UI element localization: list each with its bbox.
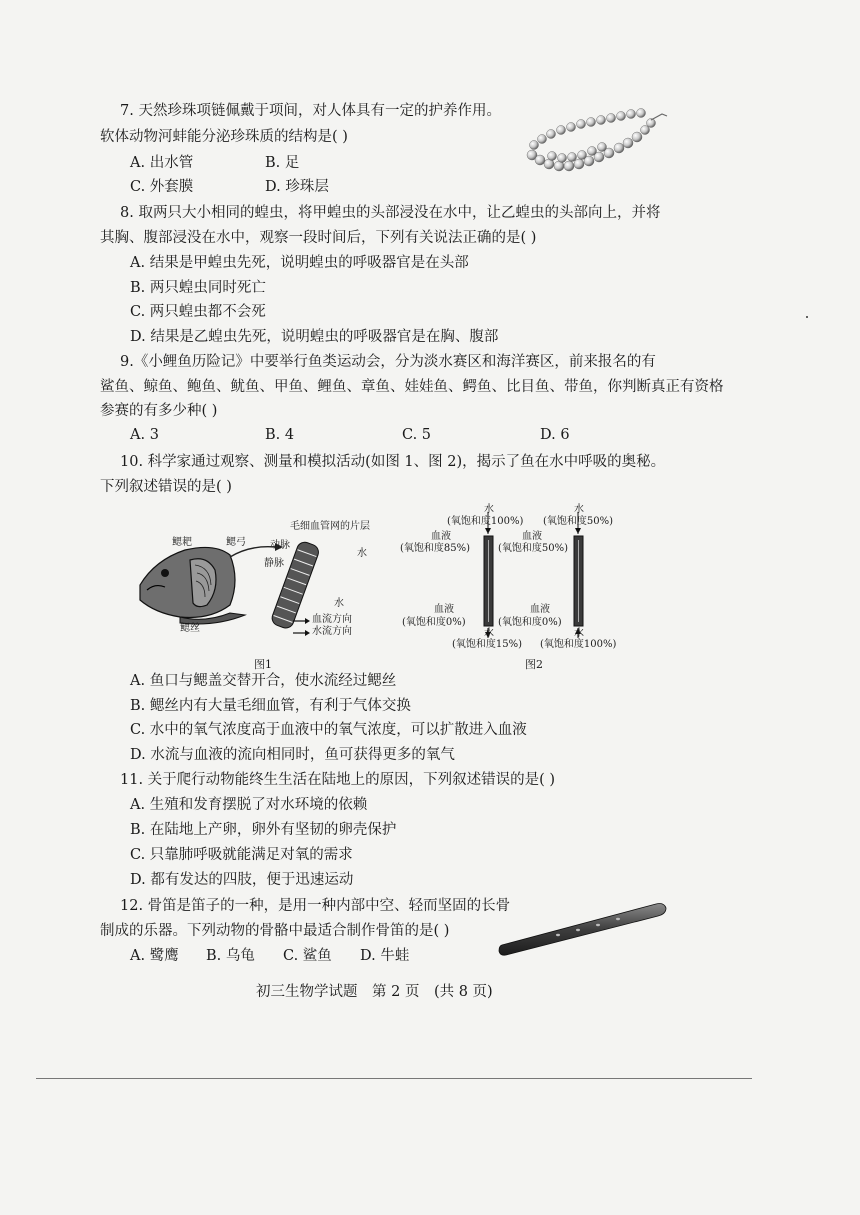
q9-option-a: A. 3 bbox=[130, 427, 159, 443]
fig2-left-blood-bottom: 血液 bbox=[434, 604, 454, 615]
fig2-left-o2-top: (氧饱和度100%) bbox=[447, 516, 524, 527]
scan-speck bbox=[806, 316, 808, 318]
fig1-legend-blood: 血流方向 bbox=[312, 614, 352, 625]
q12-option-d: D. 牛蛙 bbox=[360, 948, 410, 964]
q12-option-b: B. 乌龟 bbox=[206, 948, 255, 964]
q10-option-a: A. 鱼口与鳃盖交替开合，使水流经过鳃丝 bbox=[130, 673, 397, 689]
fig2-right-blood-bottom: 血液 bbox=[530, 604, 550, 615]
fig1-water-bottom-label: 水 bbox=[334, 598, 344, 609]
fig1-gill-arch-label: 鳃弓 bbox=[226, 537, 246, 548]
q11-option-c: C. 只靠肺呼吸就能满足对氧的需求 bbox=[130, 847, 353, 863]
fig2-right-water-bottom: 水 bbox=[574, 628, 584, 639]
fig2-right-o2-blood-top: (氧饱和度50%) bbox=[498, 543, 569, 554]
figure-2-caption: 图2 bbox=[525, 658, 543, 671]
q9-option-b: B. 4 bbox=[265, 427, 295, 443]
fig2-left-o2-bottom: (氧饱和度15%) bbox=[452, 639, 523, 650]
q12-option-c: C. 鲨鱼 bbox=[283, 948, 332, 964]
q7-option-a: A. 出水管 bbox=[130, 155, 194, 171]
fig1-gill-filament-label: 鳃丝 bbox=[180, 623, 200, 634]
fig1-vein-label: 静脉 bbox=[264, 558, 284, 569]
q9-stem-line3: 参赛的有多少种( ) bbox=[100, 403, 218, 419]
fig1-artery-label: 动脉 bbox=[270, 540, 290, 551]
q9-option-d: D. 6 bbox=[540, 427, 570, 443]
q8-stem-line2: 其胸、腹部浸没在水中，观察一段时间后，下列有关说法正确的是( ) bbox=[100, 230, 537, 246]
q7-option-d: D. 珍珠层 bbox=[265, 179, 329, 195]
q11-stem-line1: 11. 关于爬行动物能终生生活在陆地上的原因，下列叙述错误的是( ) bbox=[120, 772, 556, 788]
fig2-left-o2-blood-top: (氧饱和度85%) bbox=[400, 543, 471, 554]
q7-stem-line2: 软体动物河蚌能分泌珍珠质的结构是( ) bbox=[100, 129, 348, 145]
q9-stem-line2: 鲨鱼、鲸鱼、鲍鱼、鱿鱼、甲鱼、鲤鱼、章鱼、娃娃鱼、鳄鱼、比目鱼、带鱼，你判断真正有资格 bbox=[100, 379, 724, 395]
fig2-right-o2-top: (氧饱和度50%) bbox=[543, 516, 614, 527]
fig2-right-blood-top: 血液 bbox=[522, 531, 542, 542]
fig1-lamella-label: 毛细血管网的片层 bbox=[290, 521, 370, 532]
q9-option-c: C. 5 bbox=[402, 427, 432, 443]
q10-option-d: D. 水流与血液的流向相同时，鱼可获得更多的氧气 bbox=[130, 747, 455, 763]
fig2-right-o2-blood-bottom: (氧饱和度0%) bbox=[498, 617, 562, 628]
fig2-left-water-top: 水 bbox=[484, 504, 494, 515]
q8-option-b: B. 两只蝗虫同时死亡 bbox=[130, 280, 266, 296]
q10-option-b: B. 鳃丝内有大量毛细血管，有利于气体交换 bbox=[130, 698, 411, 714]
q12-stem-line2: 制成的乐器。下列动物的骨骼中最适合制作骨笛的是( ) bbox=[100, 923, 450, 939]
q8-option-c: C. 两只蝗虫都不会死 bbox=[130, 304, 266, 320]
q11-option-d: D. 都有发达的四肢，便于迅速运动 bbox=[130, 872, 354, 888]
scan-edge-line bbox=[36, 1078, 752, 1079]
fig2-right-water-top: 水 bbox=[574, 504, 584, 515]
q9-stem-line1: 9.《小鲤鱼历险记》中要举行鱼类运动会，分为淡水赛区和海洋赛区，前来报名的有 bbox=[120, 354, 656, 370]
fig2-left-o2-blood-bottom: (氧饱和度0%) bbox=[402, 617, 466, 628]
pearl-necklace-image bbox=[520, 100, 670, 180]
page-footer: 初三生物学试题 第 2 页 (共 8 页) bbox=[256, 984, 493, 1000]
fig1-gill-rake-label: 鳃耙 bbox=[172, 537, 192, 548]
q10-stem-line2: 下列叙述错误的是( ) bbox=[100, 479, 232, 495]
q7-stem-line1: 7. 天然珍珠项链佩戴于项间，对人体具有一定的护养作用。 bbox=[120, 103, 501, 119]
q12-stem-line1: 12. 骨笛是笛子的一种，是用一种内部中空、轻而坚固的长骨 bbox=[120, 898, 511, 914]
q11-option-a: A. 生殖和发育摆脱了对水环境的依赖 bbox=[130, 797, 368, 813]
q8-option-d: D. 结果是乙蝗虫先死，说明蝗虫的呼吸器官是在胸、腹部 bbox=[130, 329, 499, 345]
fig1-legend-water: 水流方向 bbox=[312, 626, 352, 637]
q8-stem-line1: 8. 取两只大小相同的蝗虫，将甲蝗虫的头部浸没在水中，让乙蝗虫的头部向上，并将 bbox=[120, 205, 661, 221]
q12-option-a: A. 鹭鹰 bbox=[130, 948, 179, 964]
figure-1-caption: 图1 bbox=[254, 658, 272, 671]
q11-option-b: B. 在陆地上产卵，卵外有坚韧的卵壳保护 bbox=[130, 822, 397, 838]
fig2-right-o2-bottom: (氧饱和度100%) bbox=[540, 639, 617, 650]
fig1-water-top-label: 水 bbox=[357, 548, 367, 559]
q7-option-b: B. 足 bbox=[265, 155, 300, 171]
q10-stem-line1: 10. 科学家通过观察、测量和模拟活动(如图 1、图 2)，揭示了鱼在水中呼吸的奥秘。 bbox=[120, 454, 666, 470]
fig2-left-blood-top: 血液 bbox=[431, 531, 451, 542]
q10-option-c: C. 水中的氧气浓度高于血液中的氧气浓度，可以扩散进入血液 bbox=[130, 722, 527, 738]
bone-flute-image bbox=[498, 898, 670, 958]
q7-option-c: C. 外套膜 bbox=[130, 179, 194, 195]
q8-option-a: A. 结果是甲蝗虫先死，说明蝗虫的呼吸器官是在头部 bbox=[130, 255, 469, 271]
fig2-left-water-bottom: 水 bbox=[484, 628, 494, 639]
